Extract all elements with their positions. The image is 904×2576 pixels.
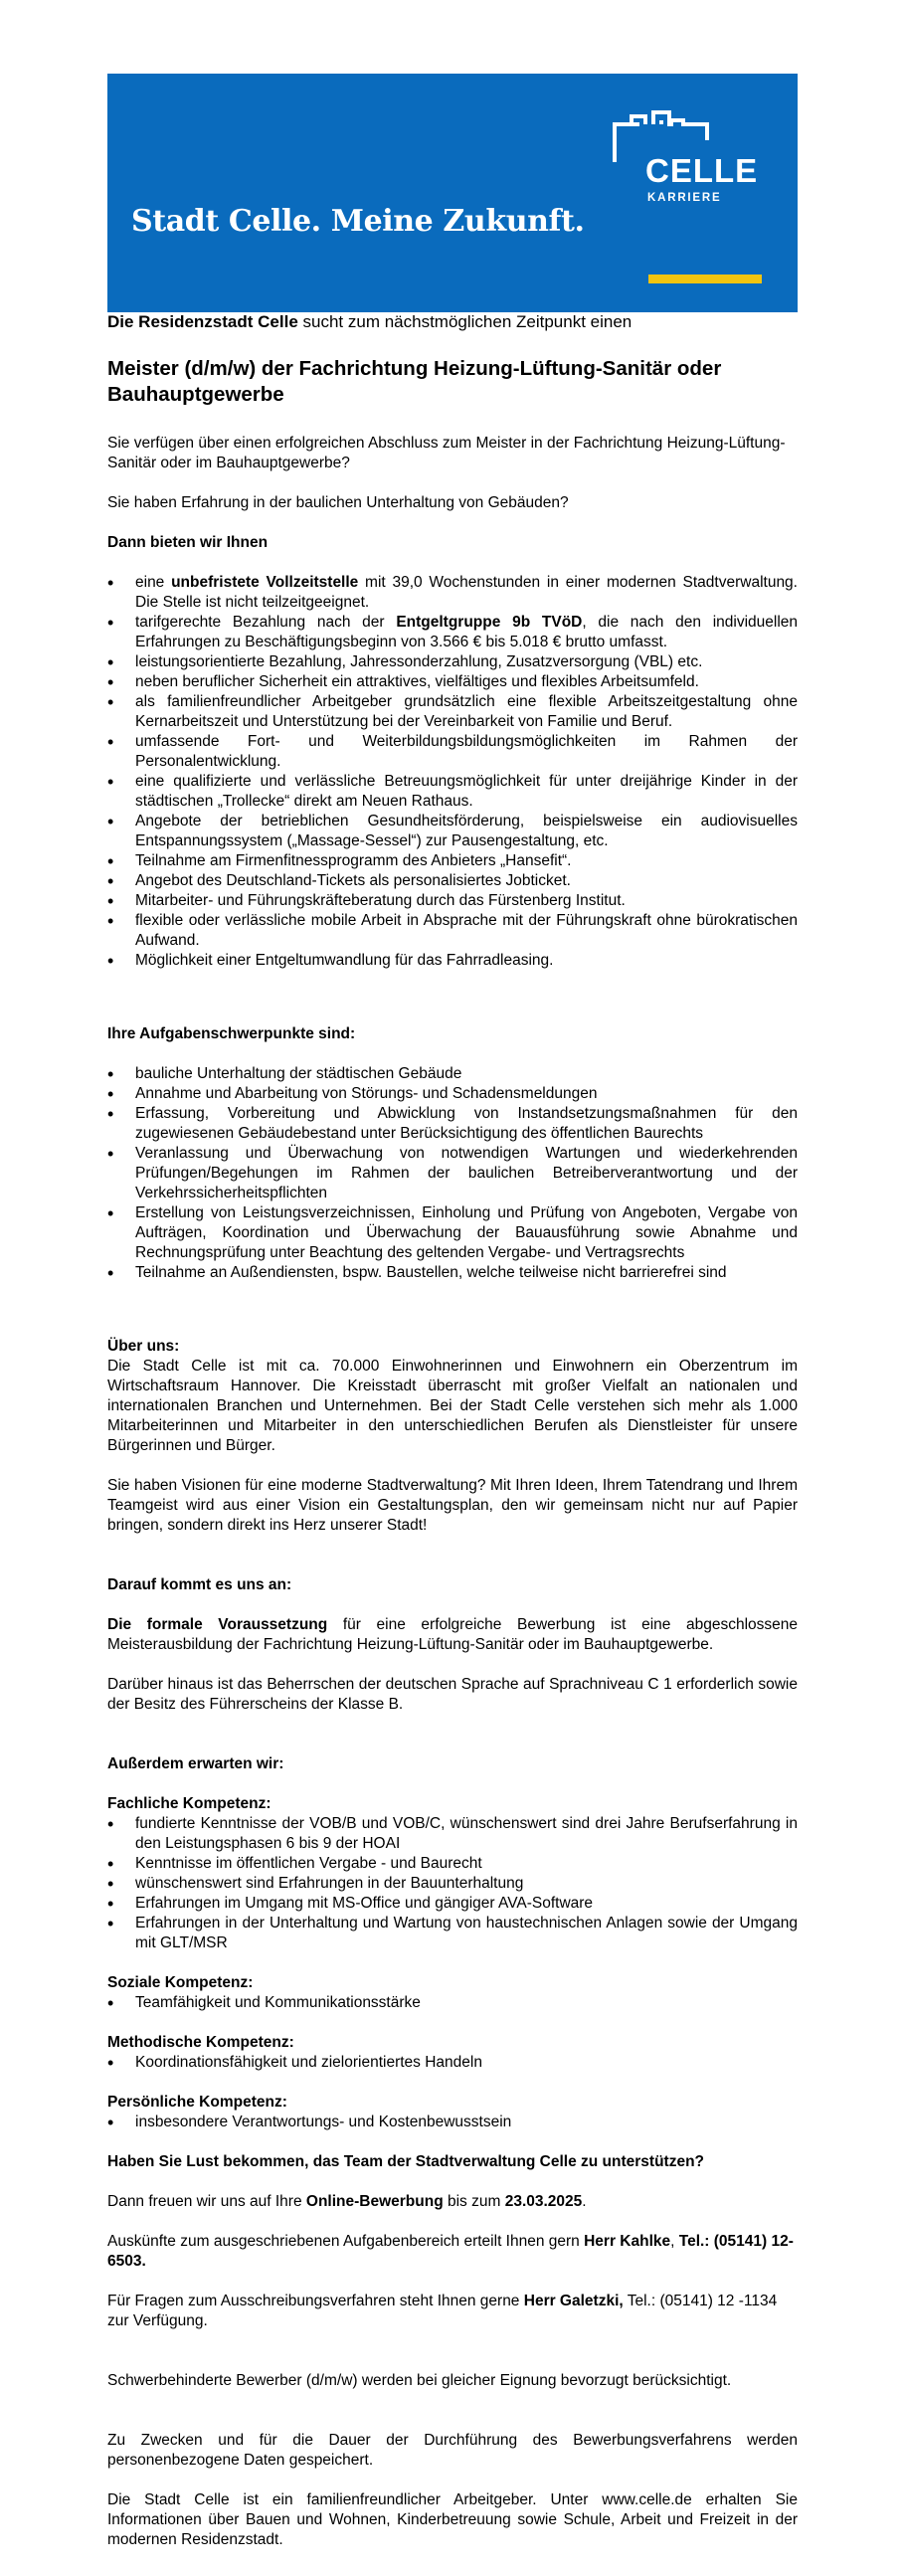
about-vision: Sie haben Visionen für eine moderne Stadtverwaltung? Mit Ihren Ideen, Ihrem Tatendrang und Ihrem Teamgeist wird aus einer Vision ein Gestaltungsplan, den wir gemeinsam nicht nur auf Papier bringen, sondern direkt ins Herz unserer Stadt!	[107, 1477, 798, 1534]
offer-item: • Mitarbeiter- und Führungskräfteberatung durch das Fürstenberg Institut.	[107, 891, 798, 911]
expect-heading: Außerdem erwarten wir:	[107, 1755, 284, 1772]
competence-item: • Koordinationsfähigkeit und zielorientiertes Handeln	[107, 2053, 798, 2073]
offer-item: • umfassende Fort- und Weiterbildungsbildungsmöglichkeiten im Rahmen der Personalentwicklung.	[107, 732, 798, 772]
competence-item: • fundierte Kenntnisse der VOB/B und VOB/C, wünschenswert sind drei Jahre Berufserfahrung in den Leistungsphasen 6 bis 9 der HOAI	[107, 1814, 798, 1854]
job-title: Meister (d/m/w) der Fachrichtung Heizung-Lüftung-Sanitär oder Bauhauptgewerbe	[107, 357, 722, 406]
task-item: • Veranlassung und Überwachung von notwendigen Wartungen und wiederkehrenden Prüfungen/Begehungen im Rahmen der baulichen Betreiberverantwortung und der Verkehrssicherheitspflichten	[107, 1144, 798, 1203]
competence-item: • wünschenswert sind Erfahrungen in der Bauunterhaltung	[107, 1874, 798, 1894]
about-heading: Über uns:	[107, 1338, 180, 1355]
offer-list	[107, 573, 798, 971]
intro-line: Die Residenzstadt Celle sucht zum nächstmöglichen Zeitpunkt einen	[107, 312, 633, 331]
requirements-language: Darüber hinaus ist das Beherrschen der deutschen Sprache auf Sprachniveau C 1 erforderlich sowie der Besitz des Führerscheins der Klasse B.	[107, 1676, 798, 1713]
about-text: Die Stadt Celle ist mit ca. 70.000 Einwohnerinnen und Einwohnern ein Oberzentrum im Wirtschaftsraum Hannover. Die Kreisstadt überrascht mit großer Vielfalt an nationalen und internationalen Branchen und Unternehmen. Bei der Stadt Celle verstehen sich mehr als 1.000 Mitarbeiterinnen und Mitarbeiter in den unterschiedlichen Berufen als Dienstleister für unsere Bürgerinnen und Bürger.	[107, 1358, 798, 1454]
celle-logo	[610, 110, 759, 210]
question-qualification: Sie verfügen über einen erfolgreichen Abschluss zum Meister in der Fachrichtung Heizung-Lüftung-Sanitär oder im Bauhauptgewerbe?	[107, 435, 786, 471]
task-item: • Erfassung, Vorbereitung und Abwicklung von Instandsetzungsmaßnahmen für den zugewiesenen Gebäudebestand unter Berücksichtigung des öffentlichen Baurechts	[107, 1104, 798, 1144]
competence-heading: Fachliche Kompetenz:	[107, 1795, 271, 1812]
competence-list	[107, 2113, 798, 2132]
competence-heading: Persönliche Kompetenz:	[107, 2094, 287, 2111]
question-experience: Sie haben Erfahrung in der baulichen Unterhaltung von Gebäuden?	[107, 494, 569, 511]
competence-list	[107, 2053, 798, 2073]
contact-kahlke: Auskünfte zum ausgeschriebenen Aufgabenbereich erteilt Ihnen gern Herr Kahlke, Tel.: (05141) 12-6503.	[107, 2233, 794, 2270]
requirements-heading: Darauf kommt es uns an:	[107, 1576, 292, 1593]
requirements-formal: Die formale Voraussetzung für eine erfolgreiche Bewerbung ist eine abgeschlossene Meisterausbildung der Fachrichtung Heizung-Lüftung-Sanitär oder im Bauhauptgewerbe.	[107, 1616, 798, 1653]
competence-item: • Erfahrungen in der Unterhaltung und Wartung von haustechnischen Anlagen sowie der Umgang mit GLT/MSR	[107, 1914, 798, 1953]
disability-note: Schwerbehinderte Bewerber (d/m/w) werden bei gleicher Eignung bevorzugt berücksichtigt.	[107, 2372, 732, 2389]
expect-groups	[107, 1794, 798, 2152]
accent-bar	[648, 275, 762, 283]
header-banner	[107, 74, 798, 312]
offer-item: • leistungsorientierte Bezahlung, Jahressonderzahlung, Zusatzversorgung (VBL) etc.	[107, 652, 798, 672]
offer-item: • eine qualifizierte und verlässliche Betreuungsmöglichkeit für unter dreijährige Kinder in der städtischen „Trollecke“ direkt am Neuen Rathaus.	[107, 772, 798, 812]
apply-line: Dann freuen wir uns auf Ihre Online-Bewerbung bis zum 23.03.2025.	[107, 2193, 587, 2210]
competence-heading: Methodische Kompetenz:	[107, 2034, 294, 2051]
offer-item: • tarifgerechte Bezahlung nach der Entgeltgruppe 9b TVöD, die nach den individuellen Erfahrungen zu Beschäftigungsbeginn von 3.566 € bis 5.018 € brutto umfasst.	[107, 613, 798, 652]
posting-body	[107, 312, 798, 2550]
job-posting	[107, 74, 798, 2550]
competence-item: • Kenntnisse im öffentlichen Vergabe - und Baurecht	[107, 1854, 798, 1874]
contact-galetzki: Für Fragen zum Ausschreibungsverfahren steht Ihnen gerne Herr Galetzki, Tel.: (05141) 12 -1134 zur Verfügung.	[107, 2293, 778, 2329]
tasks-heading: Ihre Aufgabenschwerpunkte sind:	[107, 1025, 356, 1042]
offer-item: • flexible oder verlässliche mobile Arbeit in Absprache mit der Führungskraft ohne bürokratischen Aufwand.	[107, 911, 798, 951]
logo-subtitle: KARRIERE	[647, 192, 722, 204]
competence-list	[107, 1993, 798, 2013]
task-item: • Annahme und Abarbeitung von Störungs- und Schadensmeldungen	[107, 1084, 798, 1104]
privacy-note: Zu Zwecken und für die Dauer der Durchführung des Bewerbungsverfahrens werden personenbezogene Daten gespeichert.	[107, 2432, 798, 2469]
offer-heading: Dann bieten wir Ihnen	[107, 534, 269, 551]
family-note: Die Stadt Celle ist ein familienfreundlicher Arbeitgeber. Unter www.celle.de erhalten Sie Informationen über Bauen und Wohnen, Kinderbetreuung sowie Schule, Arbeit und Freizeit in der modernen Residenzstadt.	[107, 2491, 798, 2548]
closing-question: Haben Sie Lust bekommen, das Team der Stadtverwaltung Celle zu unterstützen?	[107, 2153, 705, 2170]
competence-heading: Soziale Kompetenz:	[107, 1974, 254, 1991]
tasks-list	[107, 1064, 798, 1283]
task-item: • Teilnahme an Außendiensten, bspw. Baustellen, welche teilweise nicht barrierefrei sind	[107, 1263, 798, 1283]
logo-wordmark: CELLE	[645, 152, 759, 189]
banner-slogan: Stadt Celle. Meine Zukunft.	[131, 204, 585, 239]
offer-item: • Angebote der betrieblichen Gesundheitsförderung, beispielsweise ein audiovisuelles Entspannungssystem („Massage-Sessel“) zur Pausengestaltung, etc.	[107, 812, 798, 851]
offer-item: • Möglichkeit einer Entgeltumwandlung für das Fahrradleasing.	[107, 951, 798, 971]
task-item: • bauliche Unterhaltung der städtischen Gebäude	[107, 1064, 798, 1084]
competence-item: • Teamfähigkeit und Kommunikationsstärke	[107, 1993, 798, 2013]
offer-item: • eine unbefristete Vollzeitstelle mit 39,0 Wochenstunden in einer modernen Stadtverwaltung. Die Stelle ist nicht teilzeitgeeignet.	[107, 573, 798, 613]
offer-item: • neben beruflicher Sicherheit ein attraktives, vielfältiges und flexibles Arbeitsumfeld.	[107, 672, 798, 692]
competence-item: • insbesondere Verantwortungs- und Kostenbewusstsein	[107, 2113, 798, 2132]
competence-list	[107, 1814, 798, 1953]
offer-item: • Angebot des Deutschland-Tickets als personalisiertes Jobticket.	[107, 871, 798, 891]
task-item: • Erstellung von Leistungsverzeichnissen, Einholung und Prüfung von Angeboten, Vergabe von Aufträgen, Koordination und Überwachung der Bauausführung sowie Abnahme und Rechnungsprüfung unter Beachtung des geltenden Vergabe- und Vertragsrechts	[107, 1203, 798, 1263]
competence-item: • Erfahrungen im Umgang mit MS-Office und gängiger AVA-Software	[107, 1894, 798, 1914]
offer-item: • als familienfreundlicher Arbeitgeber grundsätzlich eine flexible Arbeitszeitgestaltung ohne Kernarbeitszeit und Unterstützung bei der Vereinbarkeit von Familie und Beruf.	[107, 692, 798, 732]
offer-item: • Teilnahme am Firmenfitnessprogramm des Anbieters „Hansefit“.	[107, 851, 798, 871]
